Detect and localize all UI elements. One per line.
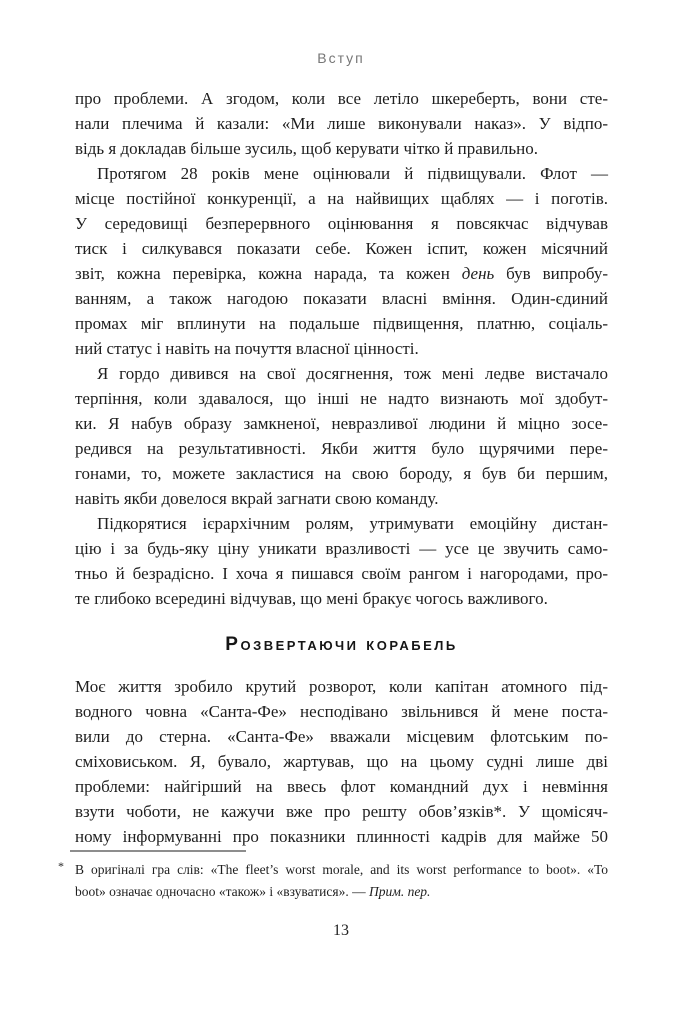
text-line <box>75 311 608 336</box>
text-line <box>75 724 608 749</box>
text-segment: тньо й безрадісно. І хоча я пишався своїм рангом і нагородами, про- <box>75 564 608 583</box>
text-line <box>75 561 608 586</box>
text-line <box>75 211 608 236</box>
text-line <box>75 486 608 511</box>
page-number: 13 <box>333 922 349 939</box>
text-line <box>75 461 608 486</box>
footnote-marker: * <box>58 859 64 873</box>
text-segment: те глибоко всередині відчував, що мені бракує чогось важливого. <box>75 589 548 608</box>
text-segment: звіт, кожна перевірка, кожна нарада, та кожен <box>75 264 462 283</box>
text-segment: Моє життя зробило крутий розворот, коли капітан атомного під- <box>75 677 608 696</box>
text-segment: нали плечима й казали: «Ми лише виконували наказ». У відпо- <box>75 114 608 133</box>
italic-text: Прим. пер. <box>368 884 431 899</box>
text-segment: ному інформуванні про показники плинності кадрів для майже 50 <box>75 827 608 846</box>
footnote <box>58 850 608 903</box>
text-line <box>75 386 608 411</box>
text-segment: відь я докладав більше зусиль, щоб керувати чітко й правильно. <box>75 139 538 158</box>
text-segment: У середовищі безперервного оцінювання я повсякчас відчував <box>75 214 608 233</box>
text-line <box>75 136 608 161</box>
text-line <box>75 674 608 699</box>
text-segment: місце постійної конкуренції, а на найвищих щаблях — і поготів. <box>75 189 608 208</box>
paragraph <box>75 361 608 511</box>
body-text <box>75 86 608 849</box>
text-line <box>75 859 608 881</box>
text-line <box>75 511 608 536</box>
text-segment: навіть якби довелося вкрай загнати свою команду. <box>75 489 439 508</box>
text-line <box>75 774 608 799</box>
text-line <box>75 699 608 724</box>
text-segment: В оригіналі гра слів: «The fleet’s worst morale, and its worst performance to boot». «To <box>75 862 608 877</box>
text-line <box>75 86 608 111</box>
text-line <box>75 881 608 903</box>
text-segment: терпіння, коли здавалося, що інші не надто визнають мої здобут- <box>75 389 608 408</box>
text-segment: тиск і силкувався показати себе. Кожен іспит, кожен місячний <box>75 239 608 258</box>
text-segment: взути чоботи, не кажучи вже про решту обов’язків*. У щомісяч- <box>75 802 608 821</box>
text-line <box>75 824 608 849</box>
text-line <box>75 186 608 211</box>
text-line <box>75 161 608 186</box>
text-line <box>75 799 608 824</box>
text-segment: вили до стерна. «Санта-Фе» вважали місцевим флотським по- <box>75 727 608 746</box>
text-line <box>75 586 608 611</box>
text-line <box>75 361 608 386</box>
text-segment: цію і за будь-яку ціну уникати вразливості — усе це звучить само- <box>75 539 608 558</box>
text-line <box>75 261 608 286</box>
text-segment: проблеми: найгірший на ввесь флот командний дух і невміння <box>75 777 608 796</box>
text-line <box>75 536 608 561</box>
paragraph <box>75 674 608 849</box>
text-line <box>75 236 608 261</box>
footnote-body <box>58 859 608 903</box>
text-segment: boot» означає одночасно «також» і «взуватися». — <box>75 884 369 899</box>
running-header: Вступ <box>317 50 365 66</box>
paragraph <box>75 161 608 361</box>
text-line <box>75 336 608 361</box>
text-segment: ний статус і навіть на почуття власної цінності. <box>75 339 419 358</box>
text-line <box>75 111 608 136</box>
paragraph <box>75 511 608 611</box>
paragraph <box>75 86 608 161</box>
text-segment: Протягом 28 років мене оцінювали й підвищували. Флот — <box>97 164 608 183</box>
text-segment: про проблеми. А згодом, коли все летіло шкереберть, вони сте- <box>75 89 608 108</box>
text-segment: редився на результативності. Якби життя було щурячими пере- <box>75 439 608 458</box>
text-segment: гонами, то, можете закластися на свою бороду, я був би першим, <box>75 464 608 483</box>
text-segment: був випробу- <box>494 264 609 283</box>
text-segment: сміховиськом. Я, бувало, жартував, що на цьому судні лише дві <box>75 752 608 771</box>
section-heading: Розвертаючи корабель <box>225 634 458 655</box>
text-segment: Я гордо дивився на свої досягнення, тож мені ледве вистачало <box>97 364 608 383</box>
text-segment: водного човна «Санта-Фе» несподівано звільнився й мене поста- <box>75 702 608 721</box>
italic-text: день <box>461 264 495 283</box>
footnote-divider <box>70 850 246 852</box>
footnote-text <box>75 859 608 903</box>
text-segment: ванням, а також нагодою показати власні вміння. Один-єдиний <box>75 289 608 308</box>
text-segment: промах міг вплинути на подальше підвищення, платню, соціаль- <box>75 314 608 333</box>
text-segment: Підкорятися ієрархічним ролям, утримувати емоційну дистан- <box>97 514 608 533</box>
text-line <box>75 436 608 461</box>
text-line <box>75 286 608 311</box>
text-line <box>75 411 608 436</box>
text-segment: ки. Я набув образу замкненої, невразливої людини й міцно зосе- <box>75 414 608 433</box>
text-line <box>75 749 608 774</box>
